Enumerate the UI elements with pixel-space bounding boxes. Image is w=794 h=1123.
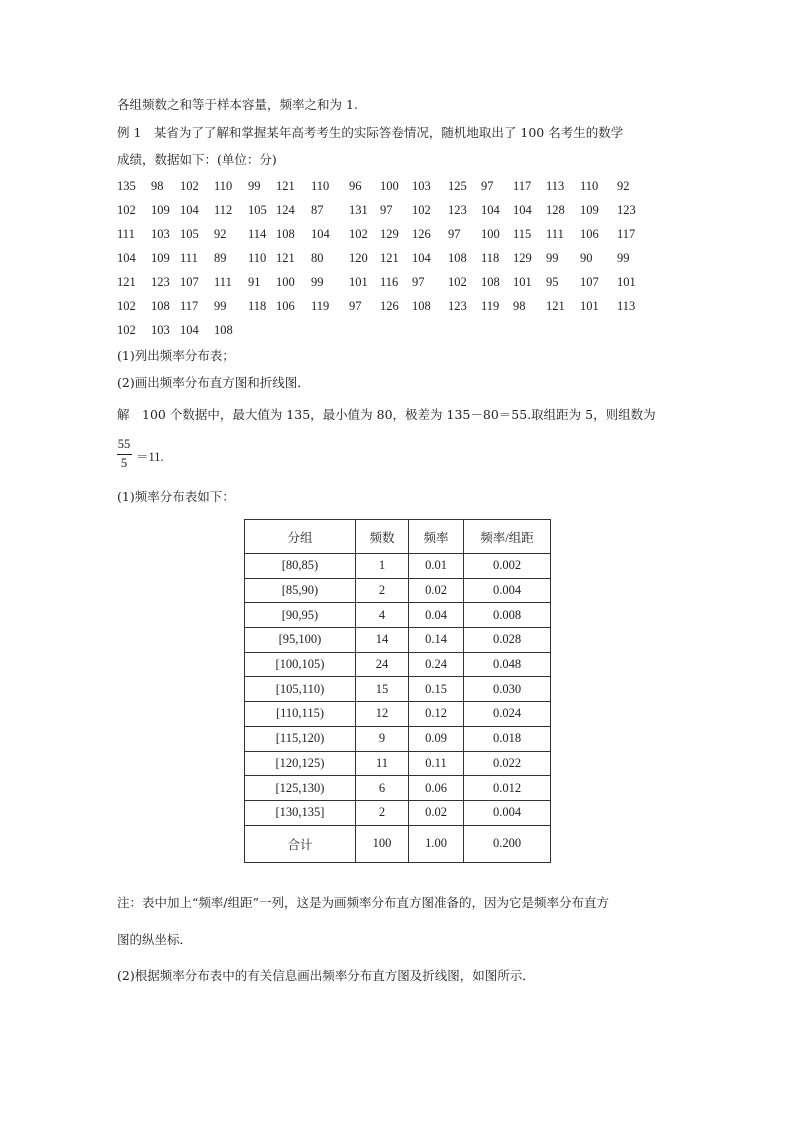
score-value: 109 xyxy=(151,251,170,265)
cell-frequency-per-width: 0.002 xyxy=(464,554,551,579)
score-value: 104 xyxy=(180,203,199,217)
score-value: 99 xyxy=(248,179,261,193)
fraction-numerator: 55 xyxy=(117,437,131,451)
note-line-2: 图的纵坐标． xyxy=(117,932,193,947)
score-value: 101 xyxy=(349,275,368,289)
cell-frequency: 0.11 xyxy=(409,751,464,776)
score-value: 112 xyxy=(214,203,233,217)
score-value: 101 xyxy=(617,275,636,289)
cell-frequency-per-width: 0.008 xyxy=(464,603,551,628)
score-value: 126 xyxy=(412,227,431,241)
score-value: 108 xyxy=(481,275,500,289)
intro-text: 各组频数之和等于样本容量，频率之和为 1. xyxy=(117,97,358,112)
score-value: 113 xyxy=(617,299,636,313)
fraction-denominator: 5 xyxy=(120,456,128,470)
score-value: 104 xyxy=(481,203,500,217)
cell-frequency-per-width: 0.028 xyxy=(464,628,551,653)
cell-group: [90,95) xyxy=(245,603,356,628)
cell-frequency: 0.14 xyxy=(409,628,464,653)
table-row xyxy=(245,652,551,677)
score-value: 116 xyxy=(380,275,399,289)
score-value: 121 xyxy=(117,275,136,289)
fraction-result: ＝11. xyxy=(136,450,164,464)
score-value: 135 xyxy=(117,179,136,193)
score-value: 99 xyxy=(617,251,630,265)
cell-group: [80,85) xyxy=(245,554,356,579)
score-value: 108 xyxy=(151,299,170,313)
cell-frequency-per-width: 0.018 xyxy=(464,726,551,751)
score-value: 90 xyxy=(580,251,593,265)
cell-group: [110,115) xyxy=(245,702,356,727)
score-value: 97 xyxy=(448,227,461,241)
score-value: 121 xyxy=(276,179,295,193)
table-row xyxy=(245,800,551,825)
score-value: 110 xyxy=(580,179,599,193)
score-value: 102 xyxy=(448,275,467,289)
cell-count: 9 xyxy=(356,726,409,751)
cell-count: 4 xyxy=(356,603,409,628)
question-2: (2)画出频率分布直方图和折线图． xyxy=(117,375,310,390)
score-value: 129 xyxy=(513,251,532,265)
cell-frequency: 0.24 xyxy=(409,652,464,677)
score-value: 91 xyxy=(248,275,261,289)
score-value: 107 xyxy=(580,275,599,289)
score-value: 99 xyxy=(214,299,227,313)
score-value: 100 xyxy=(481,227,500,241)
cell-frequency: 0.02 xyxy=(409,800,464,825)
cell-count: 15 xyxy=(356,677,409,702)
cell-frequency: 0.09 xyxy=(409,726,464,751)
score-value: 113 xyxy=(546,179,565,193)
score-value: 96 xyxy=(349,179,362,193)
score-value: 99 xyxy=(311,275,324,289)
solution-part-2: (2)根据频率分布表中的有关信息画出频率分布直方图及折线图，如图所示． xyxy=(117,968,535,983)
score-value: 105 xyxy=(180,227,199,241)
score-value: 107 xyxy=(180,275,199,289)
score-value: 106 xyxy=(276,299,295,313)
cell-frequency: 0.02 xyxy=(409,578,464,603)
score-value: 131 xyxy=(349,203,368,217)
cell-count: 12 xyxy=(356,702,409,727)
score-value: 102 xyxy=(180,179,199,193)
table-row xyxy=(245,554,551,579)
score-value: 117 xyxy=(513,179,532,193)
cell-count: 2 xyxy=(356,800,409,825)
cell-frequency-per-width: 0.012 xyxy=(464,776,551,801)
score-value: 87 xyxy=(311,203,324,217)
cell-count: 2 xyxy=(356,578,409,603)
table-row xyxy=(245,578,551,603)
table-row xyxy=(245,603,551,628)
header-group: 分组 xyxy=(245,520,356,554)
score-value: 97 xyxy=(380,203,393,217)
total-cell-count: 100 xyxy=(356,825,409,862)
score-value: 118 xyxy=(248,299,267,313)
score-value: 104 xyxy=(412,251,431,265)
solution-line-1: 解 100 个数据中，最大值为 135，最小值为 80，极差为 135－80＝55.取组距为 5，则组数为 xyxy=(117,407,656,422)
cell-frequency-per-width: 0.004 xyxy=(464,578,551,603)
score-value: 117 xyxy=(617,227,636,241)
score-value: 110 xyxy=(214,179,233,193)
score-value: 111 xyxy=(546,227,564,241)
score-value: 118 xyxy=(481,251,500,265)
cell-frequency: 0.15 xyxy=(409,677,464,702)
score-value: 102 xyxy=(117,323,136,337)
score-value: 97 xyxy=(412,275,425,289)
total-cell-frequency: 1.00 xyxy=(409,825,464,862)
cell-count: 6 xyxy=(356,776,409,801)
score-value: 103 xyxy=(412,179,431,193)
cell-count: 11 xyxy=(356,751,409,776)
cell-count: 14 xyxy=(356,628,409,653)
score-value: 123 xyxy=(151,275,170,289)
total-cell-frequency-per-width: 0.200 xyxy=(464,825,551,862)
score-value: 100 xyxy=(380,179,399,193)
score-value: 124 xyxy=(276,203,295,217)
question-1: (1)列出频率分布表； xyxy=(117,348,235,363)
score-value: 129 xyxy=(380,227,399,241)
score-value: 102 xyxy=(117,299,136,313)
score-value: 114 xyxy=(248,227,267,241)
solution-part-1: (1)频率分布表如下： xyxy=(117,489,235,504)
score-value: 103 xyxy=(151,227,170,241)
score-value: 121 xyxy=(276,251,295,265)
score-value: 99 xyxy=(546,251,559,265)
score-value: 108 xyxy=(412,299,431,313)
cell-group: [115,120) xyxy=(245,726,356,751)
cell-group: [100,105) xyxy=(245,652,356,677)
score-value: 120 xyxy=(349,251,368,265)
table-row xyxy=(245,702,551,727)
cell-frequency-per-width: 0.048 xyxy=(464,652,551,677)
score-value: 98 xyxy=(513,299,526,313)
score-value: 111 xyxy=(117,227,135,241)
score-value: 110 xyxy=(311,179,330,193)
cell-frequency-per-width: 0.004 xyxy=(464,800,551,825)
score-value: 106 xyxy=(580,227,599,241)
table-row xyxy=(245,677,551,702)
score-value: 80 xyxy=(311,251,324,265)
score-value: 103 xyxy=(151,323,170,337)
score-value: 128 xyxy=(546,203,565,217)
table-row xyxy=(245,776,551,801)
cell-frequency: 0.04 xyxy=(409,603,464,628)
cell-group: [125,130) xyxy=(245,776,356,801)
score-value: 110 xyxy=(248,251,267,265)
score-value: 102 xyxy=(117,203,136,217)
score-value: 108 xyxy=(276,227,295,241)
score-value: 125 xyxy=(448,179,467,193)
score-value: 111 xyxy=(180,251,198,265)
header-frequency: 频率 xyxy=(409,520,464,554)
cell-count: 24 xyxy=(356,652,409,677)
score-value: 119 xyxy=(311,299,330,313)
score-value: 97 xyxy=(481,179,494,193)
score-value: 92 xyxy=(617,179,630,193)
table-body xyxy=(245,554,551,863)
score-value: 108 xyxy=(448,251,467,265)
header-count: 频数 xyxy=(356,520,409,554)
score-value: 97 xyxy=(349,299,362,313)
score-value: 105 xyxy=(248,203,267,217)
cell-frequency: 0.12 xyxy=(409,702,464,727)
table-row xyxy=(245,751,551,776)
cell-frequency-per-width: 0.024 xyxy=(464,702,551,727)
score-value: 117 xyxy=(180,299,199,313)
cell-group: [85,90) xyxy=(245,578,356,603)
cell-group: [120,125) xyxy=(245,751,356,776)
score-value: 108 xyxy=(214,323,233,337)
cell-group: [130,135] xyxy=(245,800,356,825)
cell-group: [95,100) xyxy=(245,628,356,653)
score-value: 115 xyxy=(513,227,532,241)
cell-frequency-per-width: 0.030 xyxy=(464,677,551,702)
note-line-1: 注：表中加上“频率/组距”一列，这是为画频率分布直方图准备的，因为它是频率分布直方 xyxy=(117,895,609,910)
score-value: 101 xyxy=(580,299,599,313)
cell-frequency: 0.01 xyxy=(409,554,464,579)
score-value: 104 xyxy=(513,203,532,217)
score-value: 121 xyxy=(546,299,565,313)
frequency-table xyxy=(244,519,551,863)
cell-frequency-per-width: 0.022 xyxy=(464,751,551,776)
score-value: 111 xyxy=(214,275,232,289)
score-value: 102 xyxy=(412,203,431,217)
score-value: 104 xyxy=(117,251,136,265)
score-value: 123 xyxy=(448,299,467,313)
fraction-bar xyxy=(117,454,132,455)
score-value: 104 xyxy=(311,227,330,241)
score-value: 89 xyxy=(214,251,227,265)
total-cell-group: 合计 xyxy=(245,825,356,862)
score-value: 126 xyxy=(380,299,399,313)
score-value: 109 xyxy=(151,203,170,217)
score-value: 104 xyxy=(180,323,199,337)
score-value: 121 xyxy=(380,251,399,265)
cell-frequency: 0.06 xyxy=(409,776,464,801)
score-value: 92 xyxy=(214,227,227,241)
score-value: 102 xyxy=(349,227,368,241)
score-value: 101 xyxy=(513,275,532,289)
cell-count: 1 xyxy=(356,554,409,579)
score-value: 123 xyxy=(617,203,636,217)
table-header-row xyxy=(245,520,551,554)
table-total-row xyxy=(245,825,551,862)
score-value: 95 xyxy=(546,275,559,289)
table-row xyxy=(245,628,551,653)
header-frequency-per-width: 频率/组距 xyxy=(464,520,551,554)
score-value: 100 xyxy=(276,275,295,289)
table-row xyxy=(245,726,551,751)
score-value: 109 xyxy=(580,203,599,217)
score-value: 123 xyxy=(448,203,467,217)
cell-group: [105,110) xyxy=(245,677,356,702)
score-value: 119 xyxy=(481,299,500,313)
example-line-1: 例 1 某省为了了解和掌握某年高考考生的实际答卷情况，随机地取出了 100 名考生的数学 xyxy=(117,125,624,140)
score-value: 98 xyxy=(151,179,164,193)
example-line-2: 成绩，数据如下：(单位：分) xyxy=(117,152,277,167)
